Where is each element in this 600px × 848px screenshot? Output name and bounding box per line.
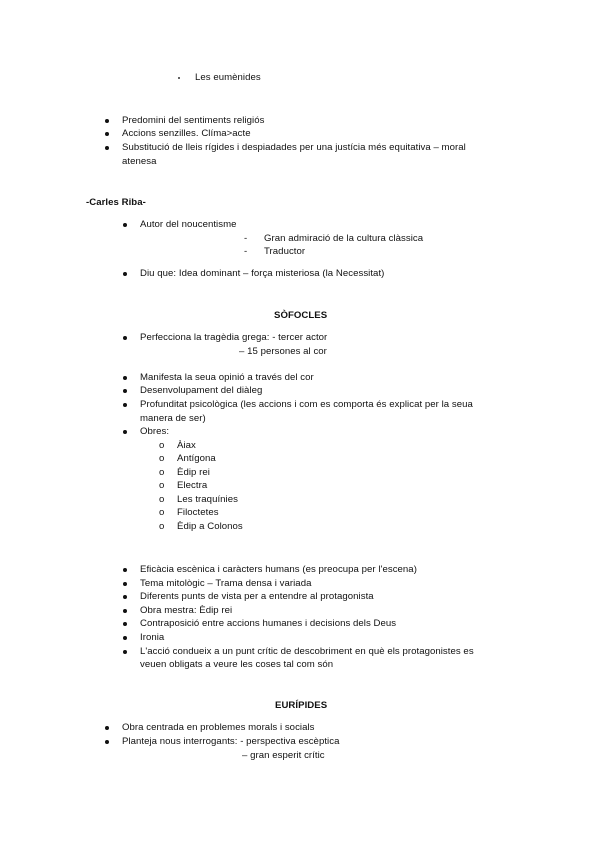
bullet-icon xyxy=(123,403,127,407)
circle-bullet-icon: o xyxy=(159,440,165,451)
bullet-icon xyxy=(123,272,127,276)
circle-bullet-icon: o xyxy=(159,494,165,505)
list-item-continuation: – gran esperit crític xyxy=(242,750,325,761)
list-item: Predomini del sentiments religiós xyxy=(122,115,265,126)
dash-bullet: - xyxy=(244,246,248,257)
bullet-icon xyxy=(123,595,127,599)
bullet-icon xyxy=(123,389,127,393)
list-item-continuation: – 15 persones al cor xyxy=(239,346,327,357)
work-item: Èdip a Colonos xyxy=(177,521,243,532)
list-item: Accions senzilles. Clíma>acte xyxy=(122,128,251,139)
bullet-icon xyxy=(123,650,127,654)
list-item: Obres: xyxy=(140,426,170,437)
list-item-continuation: atenesa xyxy=(122,156,157,167)
sub-item: Gran admiració de la cultura clàssica xyxy=(264,233,424,244)
work-item: Filoctetes xyxy=(177,507,219,518)
list-item: Les eumènides xyxy=(195,72,261,83)
bullet-icon xyxy=(123,336,127,340)
work-item: Èdip rei xyxy=(177,467,210,478)
list-item: Ironia xyxy=(140,632,165,643)
circle-bullet-icon: o xyxy=(159,507,165,518)
sub-item: Traductor xyxy=(264,246,306,257)
circle-bullet-icon: o xyxy=(159,480,165,491)
list-item: Perfecciona la tragèdia grega: - tercer actor xyxy=(140,332,328,343)
list-item: L'acció condueix a un punt crític de descobriment en què els protagonistes es xyxy=(140,646,474,657)
bullet-icon xyxy=(123,636,127,640)
bullet-icon xyxy=(105,146,109,150)
bullet-icon xyxy=(105,132,109,136)
list-item: Manifesta la seua opinió a través del cor xyxy=(140,372,314,383)
list-item: Autor del noucentisme xyxy=(140,219,237,230)
list-item: Contraposició entre accions humanes i decisions dels Deus xyxy=(140,618,397,629)
bullet-icon xyxy=(123,622,127,626)
list-item: Tema mitològic – Trama densa i variada xyxy=(140,578,312,589)
bullet-icon xyxy=(123,582,127,586)
small-bullet-icon xyxy=(178,77,180,79)
circle-bullet-icon: o xyxy=(159,453,165,464)
bullet-icon xyxy=(105,119,109,123)
work-item: Les traquínies xyxy=(177,494,238,505)
work-item: Àiax xyxy=(177,440,196,451)
bullet-icon xyxy=(123,609,127,613)
bullet-icon xyxy=(123,430,127,434)
list-item: Diu que: Idea dominant – força misteriosa (la Necessitat) xyxy=(140,268,385,279)
bullet-icon xyxy=(123,376,127,380)
list-item: Desenvolupament del diàleg xyxy=(140,385,263,396)
section-heading-euripides: EURÍPIDES xyxy=(275,700,328,711)
list-item: Obra centrada en problemes morals i socials xyxy=(122,722,315,733)
bullet-icon xyxy=(105,726,109,730)
section-heading-riba: -Carles Riba- xyxy=(86,197,146,208)
list-item: Eficàcia escènica i caràcters humans (es preocupa per l'escena) xyxy=(140,564,417,575)
bullet-icon xyxy=(105,740,109,744)
list-item-continuation: veuen obligats a veure les coses tal com són xyxy=(140,659,334,670)
list-item: Diferents punts de vista per a entendre al protagonista xyxy=(140,591,374,602)
list-item: Planteja nous interrogants: - perspectiva escèptica xyxy=(122,736,340,747)
list-item: Substitució de lleis rígides i despiadades per una justícia més equitativa – moral xyxy=(122,142,466,153)
section-heading-sofocles: SÒFOCLES xyxy=(274,310,328,321)
list-item: Profunditat psicològica (les accions i com es comporta és explicat per la seua xyxy=(140,399,473,410)
work-item: Antígona xyxy=(177,453,216,464)
bullet-icon xyxy=(123,568,127,572)
list-item-continuation: manera de ser) xyxy=(140,413,206,424)
work-item: Electra xyxy=(177,480,208,491)
bullet-icon xyxy=(123,223,127,227)
circle-bullet-icon: o xyxy=(159,467,165,478)
circle-bullet-icon: o xyxy=(159,521,165,532)
list-item: Obra mestra: Èdip rei xyxy=(140,605,233,616)
dash-bullet: - xyxy=(244,233,248,244)
